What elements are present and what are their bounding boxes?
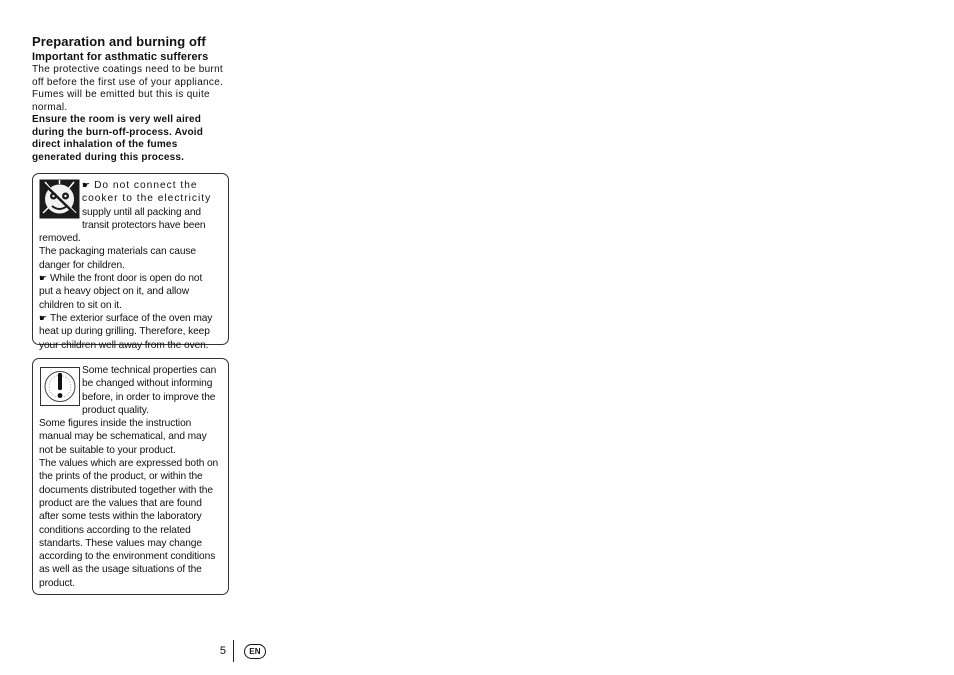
section-title: Preparation and burning off (32, 34, 206, 49)
air-warning-line: generated during this process. (32, 151, 185, 163)
intro-line: The protective coatings need to be burnt (32, 64, 224, 75)
intro-line: Fumes will be emitted but this is quite (32, 89, 210, 100)
warning-line: children to sit on it. (39, 299, 122, 311)
pointing-hand-icon: ☛ (82, 180, 92, 190)
warning-line (39, 312, 222, 325)
info-line: product. (39, 577, 76, 589)
product-info-box (32, 358, 229, 595)
child-warning-icon (39, 179, 80, 223)
page-footer (214, 640, 266, 662)
section-subtitle: Important for asthmatic sufferers (32, 51, 209, 63)
info-line: Some figures inside the instruction (39, 418, 192, 430)
exclamation-info-icon (39, 364, 80, 410)
info-line: standarts. These values may change (39, 537, 202, 549)
info-line: before, in order to improve the (82, 391, 216, 403)
pointing-hand-icon: ☛ (39, 273, 47, 284)
warning-line: put a heavy object on it, and allow (39, 286, 189, 298)
info-line: be changed without informing (82, 378, 213, 390)
info-line: product quality. (82, 404, 149, 416)
info-line: documents distributed together with the (39, 484, 213, 496)
info-line: The values which are expressed both on (39, 458, 219, 470)
page-number: 5 (219, 645, 226, 657)
warning-line-text: The exterior surface of the oven may (49, 312, 213, 324)
info-line: product are the values that are found (39, 497, 202, 509)
warning-line: your children well away from the oven. (39, 339, 209, 351)
info-line: the prints of the product, or within the (39, 471, 203, 483)
language-badge: EN (244, 644, 266, 659)
footer-divider (233, 640, 234, 662)
preparation-section (32, 34, 232, 164)
child-safety-warning-box (32, 173, 229, 351)
info-line: after some tests within the laboratory (39, 511, 202, 523)
warning-line: heat up during grilling. Therefore, keep (39, 326, 210, 338)
info-line: conditions according to the related (39, 524, 191, 536)
warning-line-text: Do not connect the (94, 180, 198, 191)
info-line: as well as the usage situations of the (39, 564, 202, 576)
warning-line: danger for children. (39, 259, 125, 271)
air-warning-line: during the burn-off-process. Avoid (32, 126, 204, 138)
warning-line: transit protectors have been removed. (39, 219, 206, 245)
air-warning-line: direct inhalation of the fumes (32, 139, 178, 150)
info-line: not be suitable to your product. (39, 444, 176, 456)
info-line: manual may be schematical, and may (39, 431, 207, 443)
warning-line: cooker to the electricity (82, 193, 212, 205)
warning-line: supply until all packing and (82, 206, 201, 218)
intro-line: off before the first use of your appliance. (32, 76, 224, 88)
pointing-hand-icon: ☛ (39, 312, 47, 323)
warning-line (39, 272, 222, 285)
info-line: according to the environment conditions (39, 551, 216, 563)
warning-line-text: While the front door is open do not (49, 273, 203, 285)
warning-line: The packaging materials can cause (39, 246, 196, 258)
air-warning-line: Ensure the room is very well aired (32, 114, 202, 125)
intro-line: normal. (32, 101, 68, 113)
info-line: Some technical properties can (82, 365, 217, 376)
